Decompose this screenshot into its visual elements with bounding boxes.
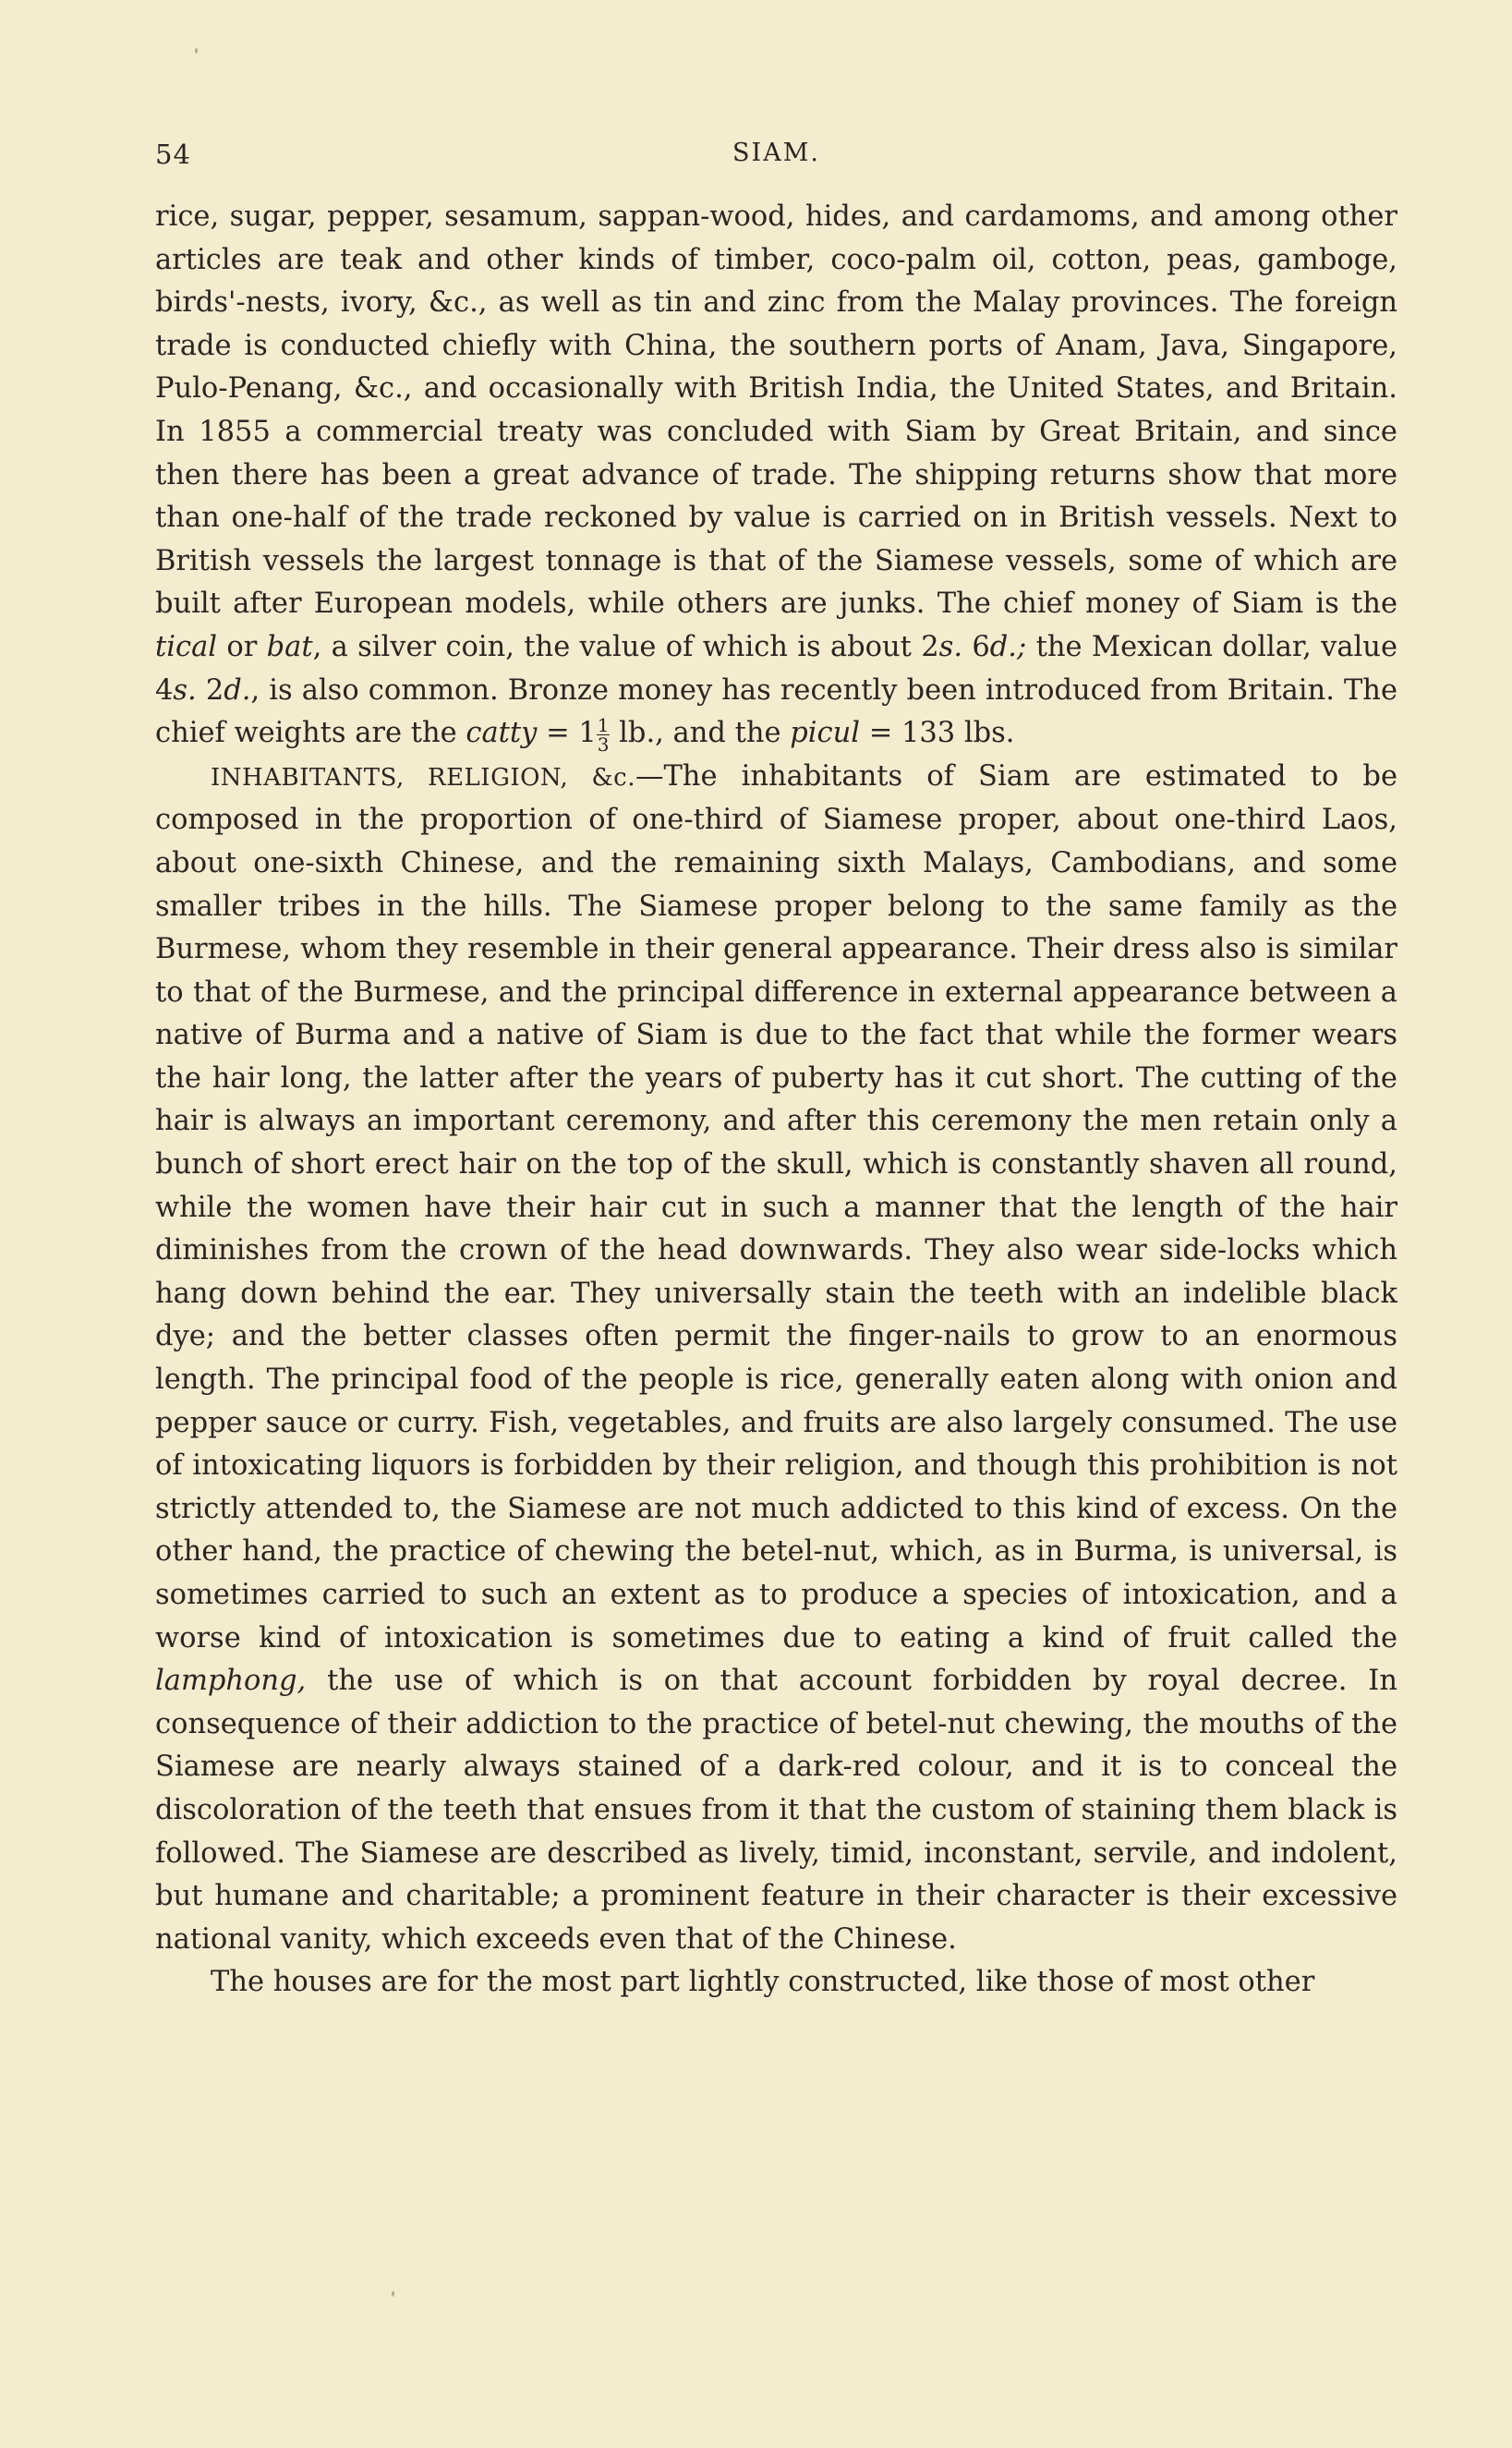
term-picul: picul <box>790 717 860 750</box>
text-run: lb., and the <box>610 717 791 750</box>
page-header <box>155 139 1397 176</box>
term-tical: tical <box>155 630 218 663</box>
text-run: 2 <box>196 673 224 707</box>
text-run: = 1 <box>537 717 597 750</box>
fraction-numerator: 1 <box>597 713 610 736</box>
text-run: 6 <box>962 630 990 663</box>
running-head: SIAM. <box>732 139 820 167</box>
section-heading: INHABITANTS, RELIGION, &c. <box>211 763 635 792</box>
term-bat: bat <box>266 630 313 663</box>
text-run: , a silver coin, the value of which is about 2 <box>312 630 939 663</box>
paragraph-inhabitants <box>155 756 1397 1962</box>
text-run: —The inhabitants of Siam are estimated to be composed in the proportion of one-third of Siamese proper, about one-third Laos, about one-sixth Chinese, and the remaining sixth Malays, Cambodians, and some smaller tribes in the hills. The Siamese proper belong to the same family as the Burmese, whom they resemble in their general appearance. Their dress also is similar to that of the Burmese, and the principal difference in external appearance between a native of Burma and a native of Siam is due to the fact that while the former wears the hair long, the latter after the years of puberty has it cut short. The cutting of the hair is always an important ceremony, and after this ceremony the men retain only a bunch of short erect hair on the top of the skull, which is constantly shaven all round, while the women have their hair cut in such a manner that the length of the hair diminishes from the crown of the head downwards. They also wear side-locks which hang down behind the ear. They universally stain the teeth with an indelible black dye; and the better classes often permit the finger-nails to grow to an enormous length. The principal food of the people is rice, generally eaten along with onion and pepper sauce or curry. Fish, vegetables, and fruits are also largely consumed. The use of intoxicating liquors is forbidden by their religion, and though this prohibition is not strictly attended to, the Siamese are not much addicted to this kind of excess. On the other hand, the practice of chewing the betel-nut, which, as in Burma, is universal, is sometimes carried to such an extent as to produce a species of intoxication, and a worse kind of intoxication is sometimes due to eating a kind of fruit called the <box>155 759 1397 1654</box>
text-run: = 133 lbs. <box>860 717 1015 750</box>
text-run: , is also common. Bronze money has recently been introduced from Britain. The chief weights are the <box>155 673 1397 750</box>
term-lamphong: lamphong, <box>155 1665 307 1698</box>
term-catty: catty <box>466 717 538 750</box>
paper-speck <box>195 48 198 54</box>
unit-shilling: s. <box>173 673 197 707</box>
unit-shilling: s. <box>938 630 963 663</box>
unit-pence: d.; <box>989 630 1027 663</box>
paragraph-trade <box>155 196 1397 756</box>
fraction-denominator: 3 <box>597 733 610 756</box>
text-run: the Mexican dollar, value 4 <box>155 630 1397 707</box>
page-number: 54 <box>155 139 191 170</box>
body-text <box>155 196 1397 2005</box>
paper-speck <box>392 2291 394 2297</box>
fraction <box>597 713 611 756</box>
text-run: or <box>217 630 267 663</box>
text-run: rice, sugar, pepper, sesamum, sappan-wood, hides, and cardamoms, and among other articles are teak and other kinds of timber, coco-palm oil, cotton, peas, gamboge, birds'-nests, ivory, &c., as well as tin and zinc from the Malay provinces. The foreign trade is conducted chiefly with China, the southern ports of Anam, Java, Singapore, Pulo-Penang, &c., and occasionally with British India, the United States, and Britain. In 1855 a commercial treaty was concluded with Siam by Great Britain, and since then there has been a great advance of trade. The shipping returns show that more than one-half of the trade reckoned by value is carried on in British vessels. Next to British vessels the largest tonnage is that of the Siamese vessels, some of which are built after European models, while others are junks. The chief money of Siam is the <box>155 200 1397 621</box>
text-run: the use of which is on that account forbidden by royal decree. In consequence of their addiction to the practice of betel-nut chewing, the mouths of the Siamese are nearly always stained of a dark-red colour, and it is to conceal the discoloration of the teeth that ensues from it that the custom of staining them black is followed. The Siamese are described as lively, timid, inconstant, servile, and indolent, but humane and charitable; a prominent feature in their character is their excessive national vanity, which exceeds even that of the Chinese. <box>155 1665 1397 1956</box>
paragraph-houses: The houses are for the most part lightly constructed, like those of most other <box>211 1966 1315 1999</box>
unit-pence: d. <box>224 673 251 707</box>
